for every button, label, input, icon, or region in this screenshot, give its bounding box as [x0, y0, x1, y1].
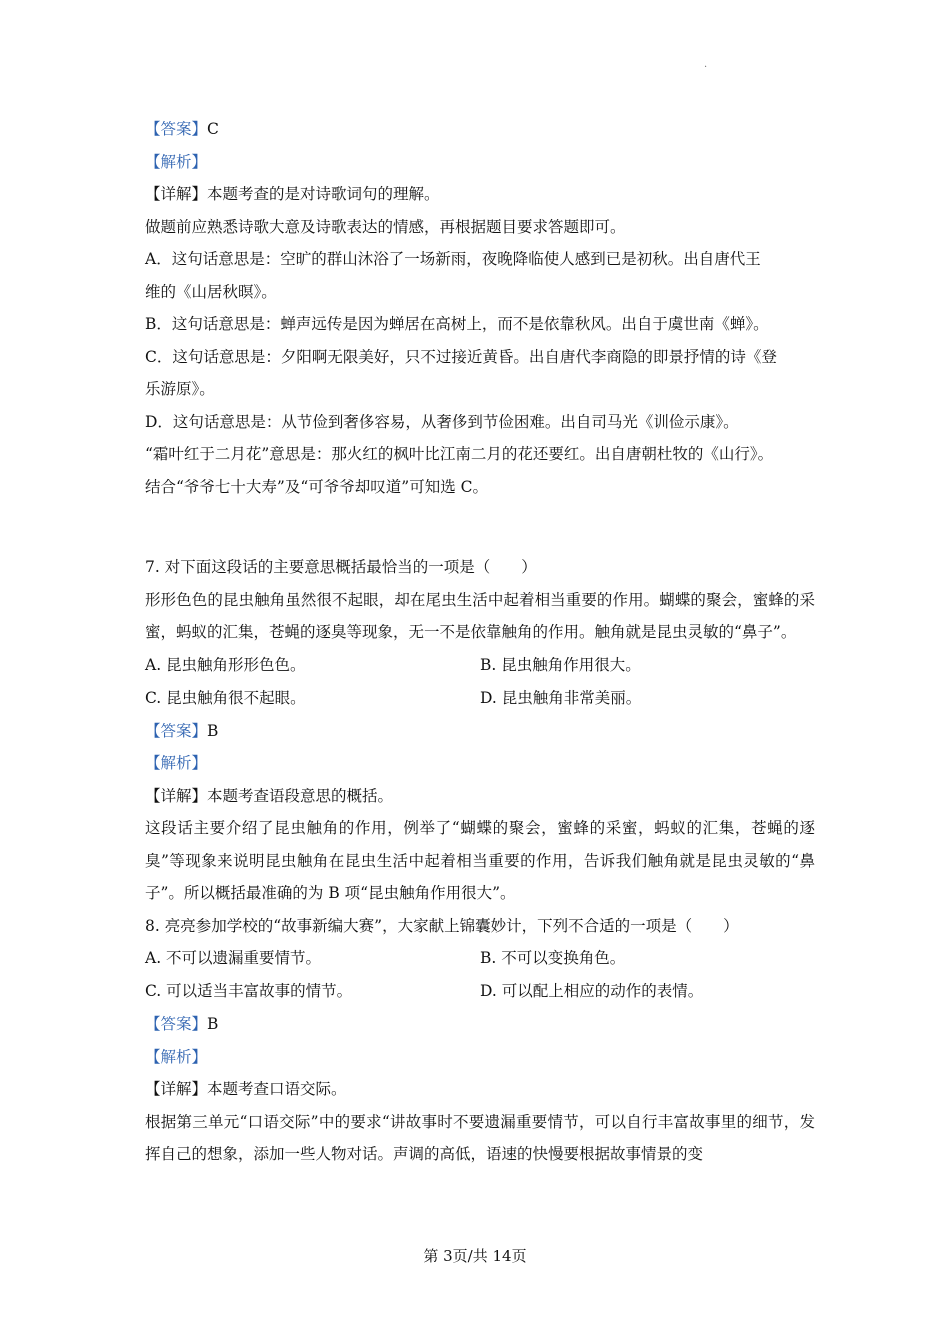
detail-tag: 【详解】	[145, 786, 208, 805]
page-footer: 第 3页/共 14页	[423, 1247, 527, 1265]
q6-analysis-tag: 【解析】	[145, 152, 208, 171]
answer-tag: 【答案】	[145, 1015, 208, 1033]
header-mark: ·	[704, 62, 708, 73]
q7-options-row-2	[145, 682, 815, 715]
answer-tag: 【答案】	[145, 721, 208, 740]
q7-passage: 形形色色的昆虫触角虽然很不起眼，却在尾虫生活中起着相当重要的作用。蝴蝶的聚会，蜜蜂的采蜜，蚂蚁的汇集，苍蝇的逐臭等现象，无一不是依靠触角的作用。触角就是昆虫灵敏的“鼻子”。	[145, 590, 815, 641]
q6-option-c-line1: C．这句话意思是：夕阳啊无限美好，只不过接近黄昏。出自唐代李商隐的即景抒情的诗《登	[145, 347, 777, 366]
q6-extra-1: “霜叶红于二月花”意思是：那火红的枫叶比江南二月的花还要红。出自唐朝杜牧的《山行》。	[145, 445, 774, 463]
q6-paragraph: 做题前应熟悉诗歌大意及诗歌表达的情感，再根据题目要求答题即可。	[145, 217, 626, 236]
q6-option-d: D．这句话意思是：从节俭到奢侈容易，从奢侈到节俭困难。出自司马光《训俭示康》。	[145, 412, 739, 431]
q8-option-a: A. 不可以遗漏重要情节。	[145, 949, 322, 967]
q7-stem: 7. 对下面这段话的主要意思概括最恰当的一项是（ ）	[145, 558, 537, 576]
q8-option-b: B. 不可以变换角色。	[480, 949, 626, 967]
page-content	[145, 113, 815, 1171]
q8-options-row-2	[145, 975, 815, 1008]
detail-tag: 【详解】	[145, 1080, 208, 1098]
q7-analysis-tag: 【解析】	[145, 754, 208, 772]
detail-text: 本题考查口语交际。	[207, 1080, 347, 1098]
q8-stem: 8. 亮亮参加学校的“故事新编大赛”，大家献上锦囊妙计，下列不合适的一项是（ ）	[145, 916, 739, 935]
q8-options-row-1	[145, 942, 815, 975]
q7-option-d: D. 昆虫触角非常美丽。	[480, 688, 642, 707]
answer-value: B	[207, 721, 219, 740]
q7-option-b: B. 昆虫触角作用很大。	[480, 655, 641, 674]
detail-tag: 【详解】	[145, 185, 208, 203]
q6-extra-2: 结合“爷爷七十大寿”及“可爷爷却叹道”可知选 C。	[145, 477, 488, 496]
answer-value: C	[207, 120, 219, 138]
q6-answer	[145, 113, 815, 146]
detail-text: 本题考查语段意思的概括。	[207, 786, 394, 805]
q7-option-c: C. 昆虫触角很不起眼。	[145, 688, 306, 707]
detail-text: 本题考查的是对诗歌词句的理解。	[207, 185, 440, 203]
q6-option-a-line2: 维的《山居秋暝》。	[145, 282, 277, 301]
q6-option-a-line1: A．这句话意思是：空旷的群山沐浴了一场新雨，夜晚降临使人感到已是初秋。出自唐代王	[145, 250, 761, 268]
q7-detail	[145, 780, 815, 813]
q6-detail	[145, 178, 815, 211]
q6-option-b: B．这句话意思是：蝉声远传是因为蝉居在高树上，而不是依靠秋风。出自于虞世南《蝉》。	[145, 315, 769, 333]
spacer	[145, 503, 815, 551]
q7-answer	[145, 715, 815, 748]
answer-tag: 【答案】	[145, 120, 208, 138]
answer-value: B	[207, 1015, 219, 1033]
q7-explanation: 这段话主要介绍了昆虫触角的作用，例举了“蝴蝶的聚会，蜜蜂的采蜜，蚂蚁的汇集，苍蝇的逐臭”等现象来说明昆虫触角在昆虫生活中起着相当重要的作用，告诉我们触角就是昆虫灵敏的“鼻子”。所以概括最准确的为 B 项“昆虫触角作用很大”。	[145, 819, 815, 902]
q8-option-d: D. 可以配上相应的动作的表情。	[480, 982, 704, 1000]
q8-option-c: C. 可以适当丰富故事的情节。	[145, 982, 353, 1000]
q8-explanation: 根据第三单元“口语交际”中的要求“讲故事时不要遗漏重要情节，可以自行丰富故事里的细节，发挥自己的想象，添加一些人物对话。声调的高低，语速的快慢要根据故事情景的变	[145, 1112, 815, 1163]
q6-option-c-line2: 乐游原》。	[145, 380, 215, 398]
q8-analysis-tag: 【解析】	[145, 1047, 208, 1066]
q7-option-a: A. 昆虫触角形形色色。	[145, 655, 306, 674]
q7-options-row-1	[145, 649, 815, 682]
q8-detail	[145, 1073, 815, 1106]
q8-answer	[145, 1008, 815, 1041]
